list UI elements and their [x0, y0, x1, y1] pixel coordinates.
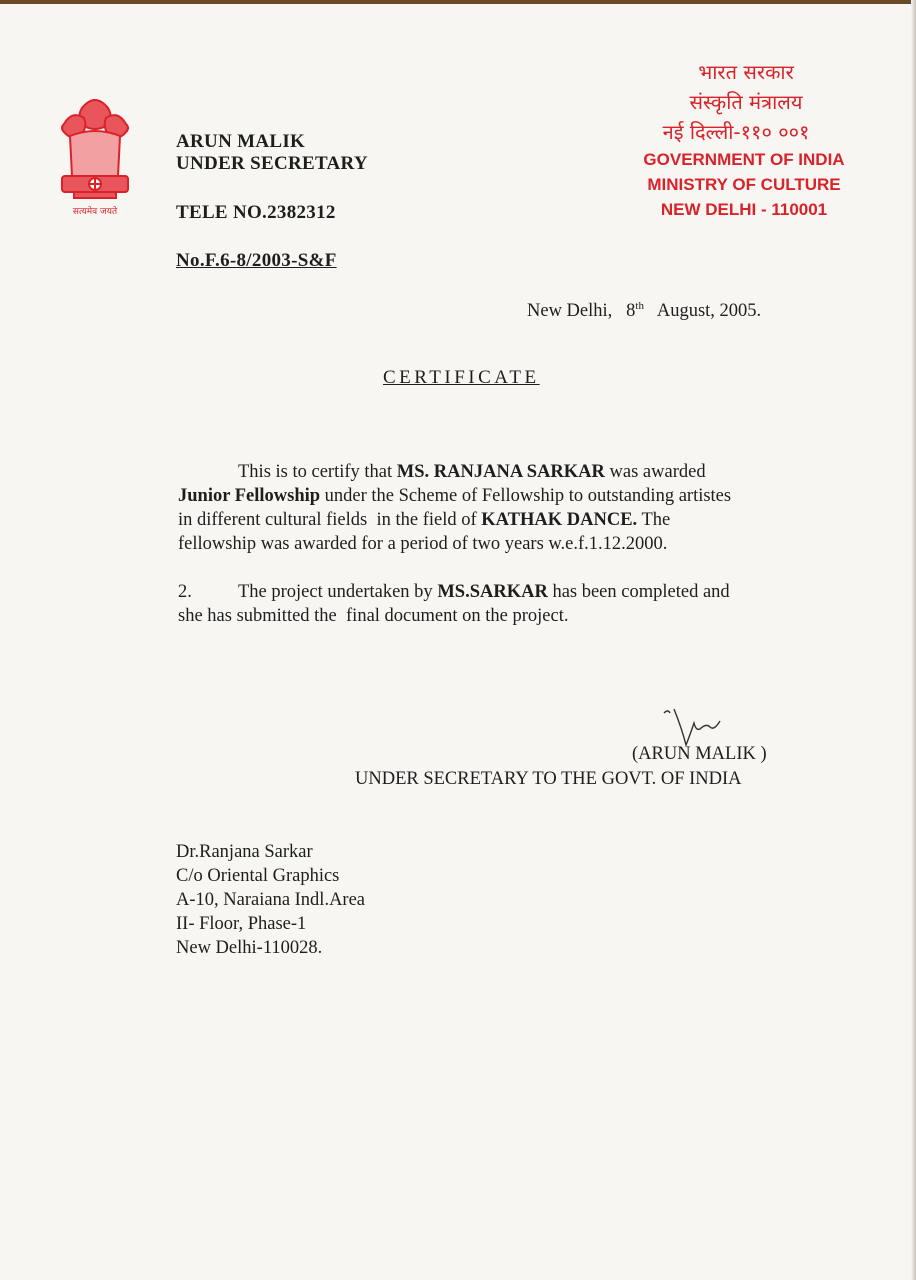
office-english-line3: NEW DELHI - 110001 — [660, 200, 828, 219]
office-hindi-line3: नई दिल्ली-११० ००१ — [662, 120, 810, 144]
para1-line4: fellowship was awarded for a period of two years w.e.f.1.12.2000. — [178, 534, 668, 554]
recipient-short-name: MS.SARKAR — [437, 582, 548, 602]
field-name: KATHAK DANCE. — [481, 510, 638, 530]
page-right-edge — [911, 0, 916, 1280]
sender-name: ARUN MALIK — [176, 131, 306, 152]
signatory-name: (ARUN MALIK ) — [632, 744, 767, 764]
letter-date — [527, 294, 761, 323]
date-place: New Delhi, — [527, 301, 613, 322]
recipient-name-bold: MS. RANJANA SARKAR — [396, 462, 605, 482]
file-reference: No.F.6-8/2003-S&F — [176, 250, 337, 271]
national-emblem-icon — [52, 90, 138, 220]
office-hindi-line1: भारत सरकार — [698, 60, 794, 84]
emblem-motto: सत्यमेव जयते — [72, 207, 118, 217]
address-line4: II- Floor, Phase-1 — [176, 914, 307, 934]
sender-phone: TELE NO.2382312 — [176, 202, 336, 223]
para2-line2: she has submitted the final document on the project. — [178, 606, 569, 626]
para1-line3: in different cultural fields in the field of KATHAK DANCE. The — [178, 510, 671, 530]
date-suffix: th — [635, 300, 644, 312]
address-line5: New Delhi-110028. — [176, 938, 323, 958]
page-top-edge — [0, 0, 916, 4]
para2-number: 2. — [178, 582, 192, 602]
date-month-year: August, 2005. — [656, 301, 762, 322]
office-english-line1: GOVERNMENT OF INDIA — [643, 150, 845, 169]
address-line1: Dr.Ranjana Sarkar — [176, 842, 313, 862]
sender-designation: UNDER SECRETARY — [176, 153, 368, 174]
signatory-designation: UNDER SECRETARY TO THE GOVT. OF INDIA — [355, 769, 742, 789]
address-line3: A-10, Naraiana Indl.Area — [176, 890, 366, 910]
office-english-line2: MINISTRY OF CULTURE — [647, 175, 841, 194]
date-day: 8 — [626, 301, 636, 322]
award-name: Junior Fellowship — [178, 486, 321, 506]
para1-line2: Junior Fellowship under the Scheme of Fellowship to outstanding artistes — [178, 486, 732, 506]
document-title: CERTIFICATE — [383, 367, 540, 388]
para1-line1: This is to certify that MS. RANJANA SARKAR was awarded — [238, 462, 706, 482]
office-hindi-line2: संस्कृति मंत्रालय — [689, 90, 803, 114]
address-line2: C/o Oriental Graphics — [176, 866, 340, 886]
para2-line1: The project undertaken by MS.SARKAR has been completed and — [238, 582, 730, 602]
